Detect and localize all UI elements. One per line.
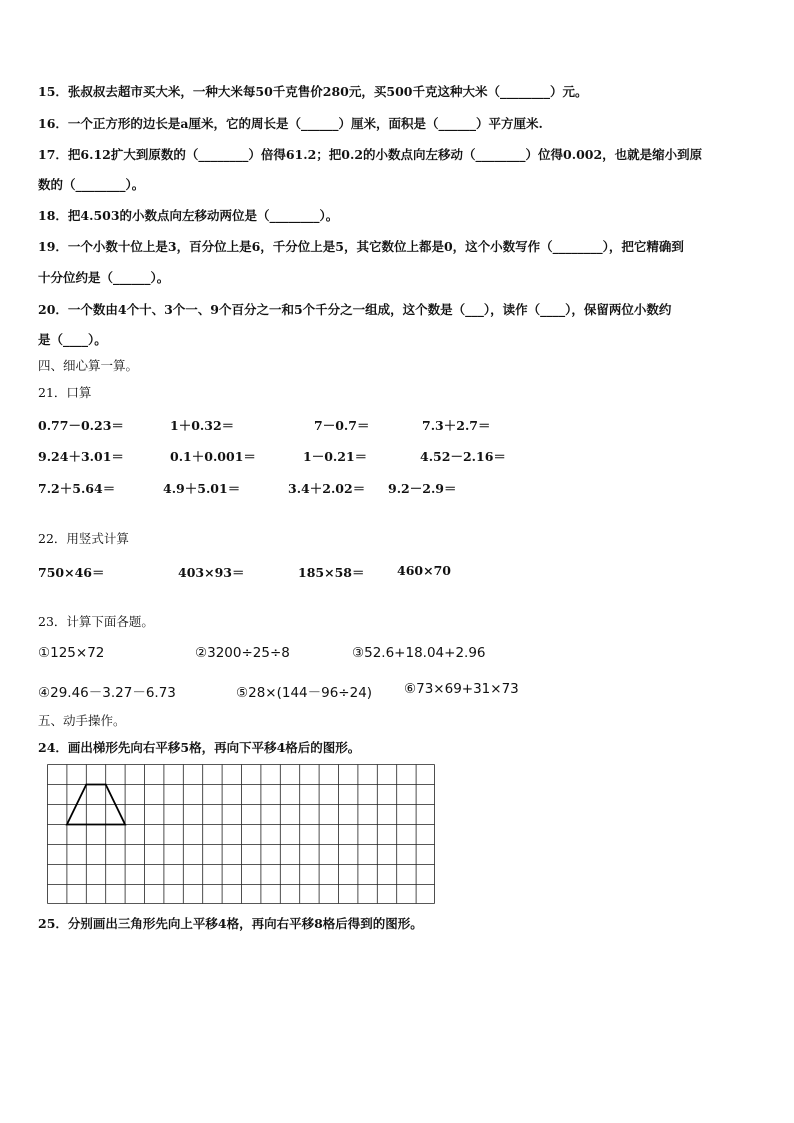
question-22-title: 22．用竖式计算 [38,531,129,546]
question-24: 24．画出梯形先向右平移5格，再向下平移4格后的图形。 [38,740,361,755]
question-23-title: 23．计算下面各题。 [38,614,154,629]
oral-item: 7.2＋5.64＝ [38,481,116,496]
vertical-item: 750×46＝ [38,565,105,580]
item-number: ④ [38,685,51,701]
oral-item: 1－0.21＝ [303,449,368,464]
item-number: ② [195,645,208,661]
vertical-calc-row [0,563,794,579]
item-number: ① [38,645,51,661]
vertical-item: 403×93＝ [178,565,245,580]
question-19-line2: 十分位约是（______）。 [38,270,170,285]
question-15: 15．张叔叔去超市买大米，一种大米每50千克售价280元，买500千克这种大米（________）元。 [38,84,588,99]
oral-row-3 [0,479,794,495]
question-18: 18．把4.503的小数点向左移动两位是（________）。 [38,208,339,223]
calc-item-4 [38,681,176,701]
calc-expression: 28×(144－96÷24) [248,685,373,701]
item-number: ⑥ [404,681,417,697]
calc-item-1 [38,645,104,661]
section-4-title: 四、细心算一算。 [38,358,139,373]
question-17-line2: 数的（________）。 [38,177,145,192]
calc-expression: 73×69+31×73 [416,681,519,697]
item-number: ③ [352,645,365,661]
oral-item: 1＋0.32＝ [170,418,235,433]
question-16: 16．一个正方形的边长是a厘米，它的周长是（______）厘米，面积是（______）平方厘米. [38,116,543,131]
oral-row-2 [0,447,794,463]
calc-expression: 29.46－3.27－6.73 [50,685,176,701]
oral-item: 4.52－2.16＝ [420,449,506,464]
vertical-item: 185×58＝ [298,565,365,580]
oral-item: 4.9＋5.01＝ [163,481,241,496]
oral-item: 9.2－2.9＝ [388,481,457,496]
question-17-line1: 17．把6.12扩大到原数的（________）倍得61.2；把0.2的小数点向左移动（________）位得0.002，也就是缩小到原 [38,147,703,162]
calc-item-6 [404,681,519,697]
calc-expression: 125×72 [50,645,105,661]
calc-expression: 3200÷25÷8 [207,645,290,661]
section-5-title: 五、动手操作。 [38,713,126,728]
calc-expression: 52.6+18.04+2.96 [364,645,486,661]
calc-item-5 [236,681,372,701]
oral-item: 7－0.7＝ [314,418,370,433]
question-19-line1: 19．一个小数十位上是3，百分位上是6，千分位上是5，其它数位上都是0，这个小数写作（________），把它精确到 [38,239,684,254]
calc-item-2 [195,645,290,661]
grid-paper [47,764,435,904]
question-20-line2: 是（____）。 [38,332,107,347]
question-25: 25．分别画出三角形先向上平移4格，再向右平移8格后得到的图形。 [38,916,423,931]
oral-item: 3.4＋2.02＝ [288,481,366,496]
oral-row-1 [0,416,794,432]
oral-item: 9.24＋3.01＝ [38,449,124,464]
question-21-title: 21．口算 [38,385,92,400]
item-number: ⑤ [236,685,249,701]
oral-item: 0.1＋0.001＝ [170,449,256,464]
oral-item: 0.77－0.23＝ [38,418,124,433]
vertical-item: 460×70 [397,563,451,578]
calc-item-3 [352,645,486,661]
question-20-line1: 20．一个数由4个十、3个一、9个百分之一和5个千分之一组成，这个数是（___），读作（____），保留两位小数约 [38,302,672,317]
oral-item: 7.3＋2.7＝ [422,418,491,433]
